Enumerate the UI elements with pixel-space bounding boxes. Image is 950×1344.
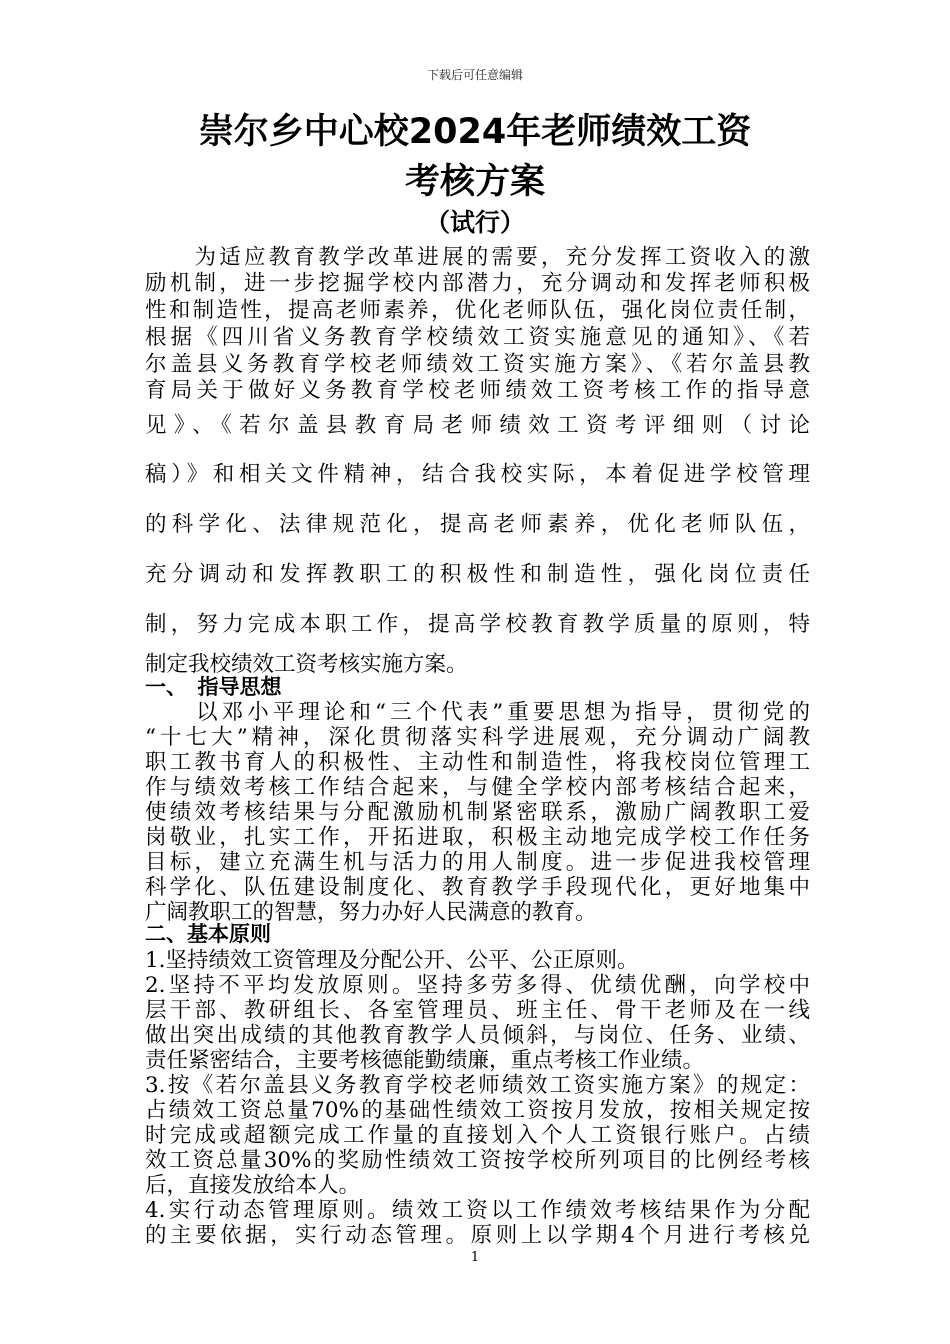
section1-line: 广阔教职工的智慧，努力办好人民满意的教育。 xyxy=(145,900,597,925)
section1-line: 科学化、队伍建设制度化、教育教学手段现代化，更好地集中 xyxy=(145,875,810,900)
intro-line: 充分调动和发挥教职工的积极性和制造性，强化岗位责任 xyxy=(145,562,810,587)
intro-line: 育局关于做好义务教育学校老师绩效工资考核工作的指导意 xyxy=(145,378,810,403)
section1-line: 以邓小平理论和“三个代表”重要思想为指导，贯彻党的 xyxy=(145,700,810,725)
section2-line: 做出突出成绩的其他教育教学人员倾斜，与岗位、任务、业绩、 xyxy=(145,1023,810,1048)
section1-line: 目标，建立充满生机与活力的用人制度。进一步促进我校管理 xyxy=(145,850,810,875)
title-line-1: 崇尔乡中心校2024年老师绩效工资 xyxy=(198,112,752,152)
header-note: 下载后可任意编辑 xyxy=(426,68,523,82)
section2-line: 2.坚持不平均发放原则。坚持多劳多得、优绩优酬，向学校中 xyxy=(145,973,810,998)
section1-line: 岗敬业，扎实工作，开拓进取，积极主动地完成学校工作任务 xyxy=(145,825,810,850)
section2-line: 4.实行动态管理原则。绩效工资以工作绩效考核结果作为分配 xyxy=(145,1198,810,1223)
intro-line: 制定我校绩效工资考核实施方案。 xyxy=(145,652,468,677)
page-number: 1 xyxy=(470,1250,480,1265)
section2-line: 效工资总量30%的奖励性绩效工资按学校所列项目的比例经考核 xyxy=(145,1148,810,1173)
section1-line: 职工教书育人的积极性、主动性和制造性，将我校岗位管理工 xyxy=(145,750,810,775)
section1-line: 使绩效考核结果与分配激励机制紧密联系，激励广阔教职工爱 xyxy=(145,800,810,825)
section-heading-guiding-ideology: 一、 指导思想 xyxy=(145,675,282,699)
section2-line: 1.坚持绩效工资管理及分配公开、公平、公正原则。 xyxy=(145,948,639,973)
section2-line: 后，直接发放给本人。 xyxy=(145,1173,361,1198)
intro-line: 尔盖县义务教育学校老师绩效工资实施方案》、《若尔盖县教 xyxy=(145,352,810,377)
intro-line: 见》、《若尔盖县教育局老师绩效工资考评细则（讨论 xyxy=(145,413,810,438)
intro-line: 励机制，进一步挖掘学校内部潜力，充分调动和发挥老师积极 xyxy=(145,271,810,296)
intro-line: 性和制造性，提高老师素养，优化老师队伍，强化岗位责任制， xyxy=(145,298,810,323)
section2-line: 占绩效工资总量70%的基础性绩效工资按月发放，按相关规定按 xyxy=(145,1098,810,1123)
intro-line: 的科学化、法律规范化，提高老师素养，优化老师队伍， xyxy=(145,512,810,537)
section2-line: 层干部、教研组长、各室管理员、班主任、骨干老师及在一线 xyxy=(145,998,810,1023)
intro-line: 稿）》和相关文件精神，结合我校实际，本着促进学校管理 xyxy=(145,462,810,487)
section2-line: 的主要依据，实行动态管理。原则上以学期4个月进行考核兑 xyxy=(145,1223,810,1248)
title-trial-label: （试行） xyxy=(424,208,525,237)
title-line-2: 考核方案 xyxy=(404,162,545,202)
section2-line: 责任紧密结合，主要考核德能勤绩廉，重点考核工作业绩。 xyxy=(145,1048,705,1073)
intro-line: 为适应教育教学改革进展的需要，充分发挥工资收入的激 xyxy=(145,245,810,270)
section1-line: 作与绩效考核工作结合起来，与健全学校内部考核结合起来， xyxy=(145,775,810,800)
section1-line: “十七大”精神，深化贯彻落实科学进展观，充分调动广阔教 xyxy=(145,725,810,750)
section2-line: 时完成或超额完成工作量的直接划入个人工资银行账户。占绩 xyxy=(145,1123,810,1148)
intro-line: 制，努力完成本职工作，提高学校教育教学质量的原则，特 xyxy=(145,612,810,637)
section-heading-basic-principles: 二、基本原则 xyxy=(145,922,271,946)
intro-line: 根据《四川省义务教育学校绩效工资实施意见的通知》、《若 xyxy=(145,325,810,350)
section2-line: 3.按《若尔盖县义务教育学校老师绩效工资实施方案》的规定： xyxy=(145,1073,810,1098)
